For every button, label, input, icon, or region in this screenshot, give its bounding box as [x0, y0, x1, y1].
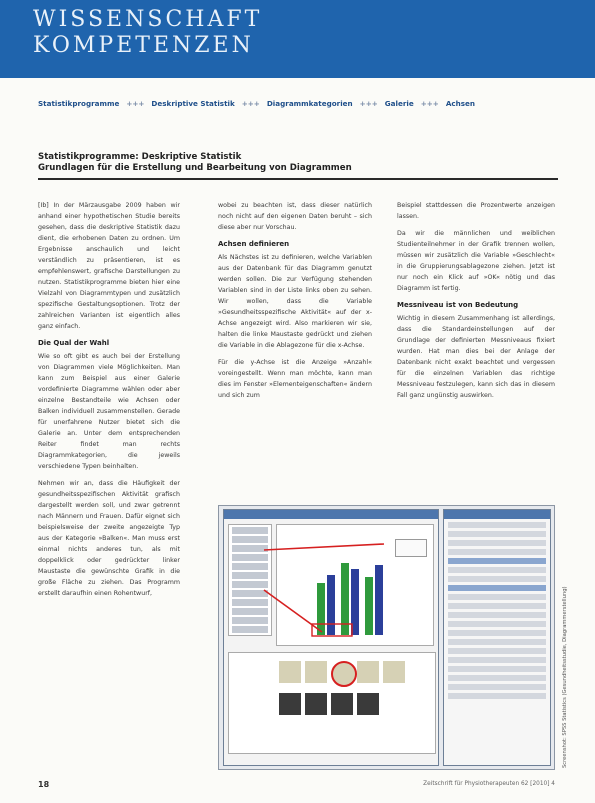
nav-item-deskriptive-statistik[interactable]: Deskriptive Statistik — [151, 99, 235, 108]
article-title-line2: Grundlagen für die Erstellung und Bearbeitung von Diagrammen — [38, 163, 352, 173]
nav-separator: +++ — [420, 99, 439, 108]
gallery-thumb[interactable] — [357, 661, 379, 683]
chart-builder-window — [223, 509, 439, 766]
text-column-2 — [218, 200, 372, 490]
paragraph: [Ib] In der Märzausgabe 2009 haben wir anhand einer hypothetischen Studie bereits gesehen, dass die deskriptive Statistik dazu dient, die erhobenen Daten zu ordnen. Um Ergebnisse anschaulich und leicht verständlich zu präsentieren, ist es empfehlenswert, grafische Darstellungen zu nutzen. Statistikprogramme bieten hier eine Vielzahl von Diagrammtypen und zusätzlich spezifische Gestaltungsoptionen. Trotz der zahlreichen Varianten ist eigentlich alles ganz einfach. — [38, 202, 180, 330]
journal-reference: Zeitschrift für Physiotherapeuten 62 [2010] 4 — [423, 781, 555, 787]
paragraph: Wie so oft gibt es auch bei der Erstellung von Diagrammen viele Möglichkeiten. Man kann zum Beispiel aus einer Galerie vordefinierte Diagramme wählen oder aber einzelne Bestandteile wie Achsen oder Balken individuell zusammenstellen. Gerade für unerfahrene Nutzer bietet sich die Galerie an. Unter dem entsprechenden Reiter findet man rechts Diagrammkategorien, die jeweils verschiedene Typen beinhalten. — [38, 353, 180, 470]
chart-gallery — [228, 652, 436, 754]
nav-separator: +++ — [359, 99, 378, 108]
paragraph: Wichtig in diesem Zusammenhang ist allerdings, dass die Standardeinstellungen auf der Grundlage der definierten Messniveaus fixiert wurden. Hat man dies bei der Anlage der Datenbank nicht exakt beachtet und vergessen für die einzelnen Variablen das richtige Messniveau festzulegen, kann sich das in diesem Fall ganz ungünstig auswirken. — [397, 315, 555, 399]
subheading: Messniveau ist von Bedeutung — [397, 301, 519, 309]
gallery-thumb[interactable] — [331, 693, 353, 715]
paragraph: Beispiel stattdessen die Prozentwerte anzeigen lassen. — [397, 202, 555, 220]
section-title-line1: WISSENSCHAFT — [33, 7, 263, 32]
gallery-thumb[interactable] — [383, 661, 405, 683]
subheading: Achsen definieren — [218, 240, 290, 248]
gallery-thumb-selected[interactable] — [331, 661, 357, 687]
section-title-line2: KOMPETENZEN — [33, 33, 254, 58]
paragraph: Als Nächstes ist zu definieren, welche Variablen aus der Datenbank für das Diagramm genutzt werden sollen. Die zur Verfügung stehenden Variablen sind in der Liste links oben zu sehen. Wir wollen, dass die Variable »Gesundheitsspezifische Aktivität« auf der x-Achse angezeigt wird. Also markieren wir sie, halten die linke Maustaste gedrückt und ziehen die Variable in die Ablagezone für die x-Achse. — [218, 254, 372, 349]
subheading: Die Qual der Wahl — [38, 339, 110, 347]
section-header — [0, 0, 595, 78]
text-column-3 — [397, 200, 555, 490]
paragraph: Nehmen wir an, dass die Häufigkeit der gesundheitsspezifischen Aktivität grafisch dargestellt werden soll, und zwar getrennt nach Männern und Frauen. Dafür eignet sich beispielsweise der zweite angezeigte Typ aus der Kategorie »Balken«. Man muss erst einmal nichts anderes tun, als mit doppelklick oder gedrückter linker Maustaste die gewünschte Grafik in die große Fläche zu ziehen. Das Programm erstellt daraufhin einen Rohentwurf, — [38, 480, 180, 597]
gallery-thumb[interactable] — [357, 693, 379, 715]
nav-separator: +++ — [241, 99, 260, 108]
text-column-1 — [38, 200, 180, 780]
gallery-thumb[interactable] — [279, 693, 301, 715]
paragraph: Da wir die männlichen und weiblichen Studienteilnehmer in der Grafik trennen wollen, müssen wir zusätzlich die Variable »Geschlecht« in die Gruppierungsablagezone ziehen. Jetzt ist nur noch ein Klick auf »OK« nötig und das Diagramm ist fertig. — [397, 230, 555, 292]
element-properties-window — [443, 509, 551, 766]
gallery-thumb[interactable] — [305, 661, 327, 683]
nav-item-achsen[interactable]: Achsen — [445, 99, 476, 108]
article-title — [38, 152, 558, 174]
nav-item-galerie[interactable]: Galerie — [384, 99, 414, 108]
article-title-line1: Statistikprogramme: Deskriptive Statistik — [38, 152, 242, 162]
page-number: 18 — [38, 780, 50, 789]
nav-separator: +++ — [126, 99, 145, 108]
gallery-thumb[interactable] — [305, 693, 327, 715]
nav-item-statistikprogramme[interactable]: Statistikprogramme — [38, 99, 120, 108]
window-titlebar — [444, 510, 550, 519]
title-rule — [38, 178, 558, 180]
paragraph: Für die y-Achse ist die Anzeige »Anzahl« voreingestellt. Wenn man möchte, kann man dies im Fenster »Elementeigenschaften« ändern und sich zum — [218, 359, 372, 399]
image-credit: Screenshot: SPSS Statistics (Gesundheitsstudie, Diagrammerstellung) — [562, 586, 568, 768]
paragraph: wobei zu beachten ist, dass dieser natürlich noch nicht auf den eigenen Daten beruht – sich diese aber nur Vorschau. — [218, 202, 372, 231]
topic-nav — [38, 99, 475, 108]
gallery-thumb[interactable] — [279, 661, 301, 683]
nav-item-diagrammkategorien[interactable]: Diagrammkategorien — [266, 99, 353, 108]
software-screenshot — [218, 505, 555, 770]
